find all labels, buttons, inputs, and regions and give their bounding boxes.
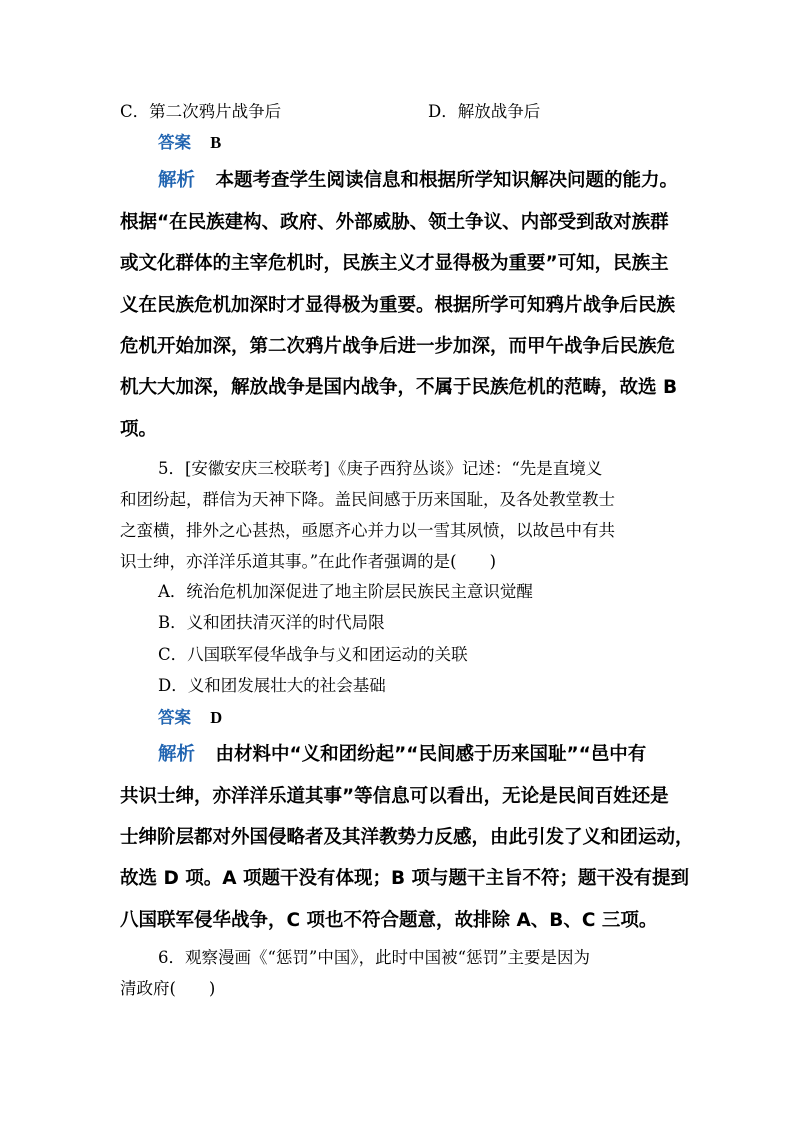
answer-label: 答案	[158, 708, 191, 727]
analysis-text: 故选 D 项。A 项题干没有体现；B 项与题干主旨不符；题干没有提到	[120, 868, 690, 889]
question-stem: 识士绅，亦洋洋乐道其事。”在此作者强调的是( )	[120, 552, 497, 571]
analysis-label: 解析	[158, 744, 196, 765]
analysis-line	[158, 740, 718, 766]
analysis-label: 解析	[158, 170, 196, 191]
analysis-text: 机大大加深，解放战争是国内战争，不属于民族危机的范畴，故选 B	[120, 377, 678, 398]
analysis-text: 危机开始加深，第二次鸦片战争后进一步加深，而甲午战争后民族危	[120, 336, 676, 357]
option-d: D．义和团发展壮大的社会基础	[158, 676, 386, 695]
analysis-line	[158, 166, 718, 192]
analysis-text: 根据“在民族建构、政府、外部威胁、领土争议、内部受到敌对族群	[120, 212, 669, 233]
option-b: B．义和团扶清灭洋的时代局限	[158, 613, 385, 632]
analysis-text: 或文化群体的主宰危机时，民族主义才显得极为重要”可知，民族主	[120, 253, 669, 274]
analysis-text: 由材料中“义和团纷起”“民间感于历来国耻”“邑中有	[215, 744, 647, 765]
analysis-text: 项。	[120, 419, 158, 440]
option-d: D．解放战争后	[428, 102, 541, 121]
analysis-text: 八国联军侵华战争，C 项也不符合题意，故排除 A、B、C 三项。	[120, 910, 658, 931]
option-c: C．八国联军侵华战争与义和团运动的关联	[158, 645, 468, 664]
option-a: A．统治危机加深促进了地主阶层民族民主意识觉醒	[158, 582, 533, 601]
option-c: C．第二次鸦片战争后	[120, 102, 282, 121]
answer-value: D	[210, 708, 223, 727]
question-stem: 之蛮横，排外之心甚热，亟愿齐心并力以一雪其夙愤，以故邑中有共	[120, 521, 615, 540]
question-stem: 和团纷起，群信为天神下降。盖民间感于历来国耻，及各处教堂教士	[120, 490, 615, 509]
answer-line-prev	[158, 129, 718, 153]
analysis-text: 义在民族危机加深时才显得极为重要。根据所学可知鸦片战争后民族	[120, 295, 676, 316]
answer-line-q5	[158, 704, 718, 728]
question-stem: 清政府( )	[120, 979, 216, 998]
question-stem: 5．[安徽安庆三校联考]《庚子西狩丛谈》记述：“先是直境义	[158, 459, 603, 478]
analysis-text: 本题考查学生阅读信息和根据所学知识解决问题的能力。	[215, 170, 678, 191]
option-c-line	[120, 98, 680, 122]
analysis-text: 士绅阶层都对外国侵略者及其洋教势力反感，由此引发了义和团运动，	[120, 827, 694, 848]
analysis-text: 共识士绅，亦洋洋乐道其事”等信息可以看出，无论是民间百姓还是	[120, 786, 669, 807]
answer-label: 答案	[158, 133, 191, 152]
answer-value: B	[210, 133, 222, 152]
question-stem: 6．观察漫画《“惩罚”中国》，此时中国被“惩罚”主要是因为	[158, 948, 590, 967]
